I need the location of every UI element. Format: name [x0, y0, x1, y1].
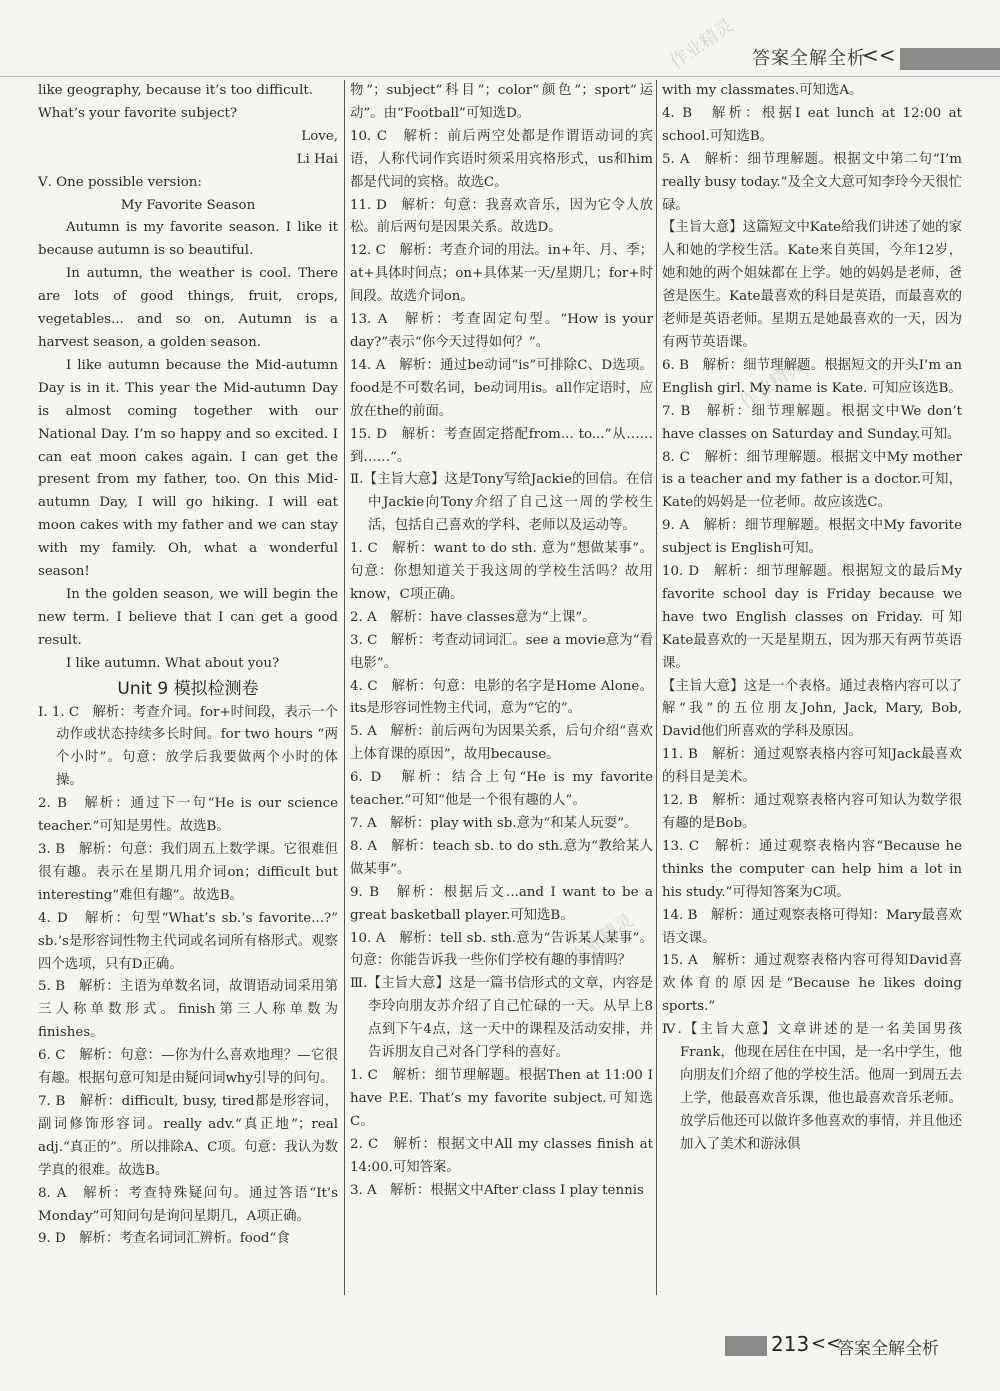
answer-item: 5. A 解析：细节理解题。根据文中第二句“I’m really busy today.”及全文大意可知李玲今天很忙碌。 [662, 151, 962, 213]
answer-item: 3. C 解析：考查动词词汇。see a movie意为“看电影”。 [350, 632, 653, 671]
answer-item: 12. C 解析：考查介词的用法。in+年、月、季；at+具体时间点；on+具体某一天/星期几；for+时间段。故选介词on。 [350, 243, 653, 305]
answer-item: 7. A 解析：play with sb.意为“和某人玩耍”。 [350, 816, 638, 831]
answer-item: 6. C 解析：句意：—你为什么喜欢地理？—它很有趣。根据句意可知是由疑问词why引导的问句。 [38, 1048, 338, 1087]
answer-item: 8. A 解析：teach sb. to do sth.意为“教给某人做某事”。 [350, 838, 653, 877]
answer-item: 14. A 解析：通过be动词“is”可排除C、D选项。food是不可数名词，be动词用is。all作定语时，应放在the的前面。 [350, 357, 653, 419]
answer-item: with my classmates.可知选A。 [662, 83, 863, 98]
answer-item: 15. D 解析：考查固定搭配from... to...“从……到……”。 [350, 426, 653, 465]
answer-item: 3. B 解析：句意：我们周五上数学课。它很难但很有趣。表示在星期几用介词on；difficult but interesting“难但有趣”。故选B。 [38, 842, 338, 903]
answer-item: 物”；subject“科目”；color“颜色”；sport“运动”。由“Football”可知选D。 [350, 83, 653, 121]
answer-item: 4. C 解析：句意：电影的名字是Home Alone。its是形容词性物主代词，意为“它的”。 [350, 678, 653, 717]
section-summary: 【主旨大意】这篇短文中Kate给我们讲述了她的家人和她的学校生活。Kate来自英国，今年12岁，她和她的两个姐妹都在上学。她的妈妈是老师，爸爸是医生。Kate最喜欢的科目是英语，而最喜欢的老师是英语老师。星期五是她最喜欢的一天，因为有两节英语课。 [662, 220, 962, 350]
section-summary: 【主旨大意】这是一个表格。通过表格内容可以了解“我”的五位朋友John, Jack, Mary, Bob, David他们所喜欢的学科及原因。 [662, 678, 962, 740]
page-number: 213 [771, 1332, 810, 1356]
watermark: 作业精灵 [566, 909, 638, 969]
answer-item: 6. B 解析：细节理解题。根据短文的开头I’m an English girl. My name is Kate. 可知应该选B。 [662, 357, 962, 396]
section-summary: Ⅲ.【主旨大意】这是一篇书信形式的文章，内容是李玲向朋友苏介绍了自己忙碌的一天。从早上8点到下午4点，这一天中的课程及活动安排，并告诉朋友自己对各门学科的喜好。 [350, 976, 653, 1061]
essay-title: My Favorite Season [120, 197, 256, 213]
paragraph: In the golden season, we will begin the new term. I believe that I can get a good result. [38, 586, 338, 648]
paragraph: What’s your favorite subject? [38, 105, 238, 121]
answer-item: 2. B 解析：通过下一句“He is our science teacher.”可知是男性。故选B。 [38, 796, 338, 835]
answer-item: 9. B 解析：根据后文...and I want to be a great basketball player.可知选B。 [350, 884, 653, 923]
answer-item: 8. A 解析：考查特殊疑问句。通过答语“It’s Monday”可知问句是询问星期几，A项正确。 [38, 1185, 338, 1224]
watermark: 作业精灵 [736, 354, 808, 414]
answer-item: 11. B 解析：通过观察表格内容可知Jack最喜欢的科目是美术。 [662, 747, 962, 786]
answer-item: 2. C 解析：根据文中All my classes finish at 14:00.可知答案。 [350, 1136, 653, 1175]
column-left [38, 80, 338, 1251]
unit-title: Unit 9 模拟检测卷 [117, 678, 259, 699]
page-footer [725, 1330, 1000, 1360]
section-summary: Ⅳ.【主旨大意】文章讲述的是一名美国男孩Frank，他现在居住在中国，是一名中学生，他向朋友们介绍了他的学校生活。他周一到周五去上学，他最喜欢音乐课，他也最喜欢音乐老师。放学后他还可以做许多他喜欢的事情，并且他还加入了美术和游泳俱 [662, 1022, 962, 1152]
answer-item: 3. A 解析：根据文中After class I play tennis [350, 1182, 644, 1198]
paragraph: like geography, because it’s too difficult. [38, 83, 314, 98]
answer-item: 12. B 解析：通过观察表格内容可知认为数学很有趣的是Bob。 [662, 793, 962, 831]
paragraph: Autumn is my favorite season. I like it because autumn is so beautiful. [38, 220, 338, 259]
paragraph: I like autumn because the Mid-autumn Day is in it. This year the Mid-autumn Day is almost coming together with our National Day. I’m so happy and so excited. I can eat moon cakes again. I can get the present from my father, too. On this Mid-autumn Day, I will go hiking. I will eat moon cakes with my father and we can stay with my family. Oh, what a wonderful season! [38, 357, 338, 580]
watermark: 作业精灵 [666, 14, 738, 74]
letter-signature: Li Hai [296, 151, 338, 167]
answer-item: 5. B 解析：主语为单数名词，故谓语动词采用第三人称单数形式。finish第三人称单数为finishes。 [38, 979, 338, 1041]
letter-closing: Love, [301, 128, 338, 144]
answer-item: 6. D 解析：结合上句“He is my favorite teacher.”可知“他是一个很有趣的人”。 [350, 770, 653, 809]
answer-item: 13. C 解析：通过观察表格内容“Because he thinks the computer can help him a lot in his study.”可得知答案为C项。 [662, 838, 962, 900]
chevron-left-icon: << [862, 43, 896, 67]
column-middle [350, 80, 653, 1202]
answer-item: 10. D 解析：细节理解题。根据短文的最后My favorite school day is Friday because we have two English classes on Friday. 可知Kate最喜欢的一天是星期五，因为那天有两节英语课。 [662, 564, 962, 671]
answer-item: 5. A 解析：前后两句为因果关系，后句介绍“喜欢上体育课的原因”，故用because。 [350, 724, 653, 763]
column-right [662, 80, 962, 1157]
chevron-left-icon: << [811, 1333, 842, 1354]
section-heading: Ⅴ. One possible version: [38, 174, 202, 190]
answer-item: 7. B 解析：difficult, busy, tired都是形容词，副词修饰形容词。really adv.“真正地”；real adj.“真正的”。所以排除A、C项。句意：我认为数学真的很难。故选B。 [38, 1093, 338, 1178]
answer-item: 2. A 解析：have classes意为“上课”。 [350, 609, 596, 625]
paragraph: I like autumn. What about you? [66, 655, 280, 671]
answer-item: Ⅰ. 1. C 解析：考查介词。for+时间段，表示一个动作或状态持续多长时间。for two hours “两个小时”。句意：放学后我要做两个小时的体操。 [38, 704, 338, 789]
column-divider [344, 80, 345, 1295]
answer-item: 8. C 解析：细节理解题。根据文中My mother is a teacher and my father is a doctor.可知，Kate的妈妈是一位老师。故应该选C。 [662, 449, 962, 511]
header-bar [900, 48, 1000, 70]
answer-item: 14. B 解析：通过观察表格可得知：Mary最喜欢语文课。 [662, 907, 962, 946]
paragraph: In autumn, the weather is cool. There are lots of good things, fruit, crops, vegetables... and so on. Autumn is a harvest season, a golden season. [38, 266, 338, 350]
answer-item: 7. B 解析：细节理解题。根据文中We don’t have classes on Saturday and Sunday.可知。 [662, 403, 962, 442]
answer-item: 15. A 解析：通过观察表格内容可得知David喜欢体育的原因是“Because he likes doing sports.” [662, 953, 962, 1015]
footer-title: 答案全解全析 [837, 1339, 939, 1359]
column-divider [656, 80, 657, 1295]
answer-item: 11. D 解析：句意：我喜欢音乐，因为它令人放松。前后两句是因果关系。故选D。 [350, 197, 653, 236]
answer-item: 9. D 解析：考查名词词汇辨析。food“食 [38, 1231, 290, 1247]
answer-item: 10. A 解析：tell sb. sth.意为“告诉某人某事”。句意：你能告诉我一些你们学校有趣的事情吗？ [350, 930, 653, 969]
page-header [750, 44, 1000, 74]
answer-item: 10. C 解析：前后两空处都是作谓语动词的宾语，人称代词作宾语时须采用宾格形式，us和him都是代词的宾格。故选C。 [350, 128, 653, 190]
header-title: 答案全解全析 [752, 48, 866, 69]
section-summary: Ⅱ.【主旨大意】这是Tony写给Jackie的回信。在信中Jackie向Tony介绍了自己这一周的学校生活，包括自己喜欢的学科、老师以及运动等。 [350, 472, 653, 534]
answer-item: 1. C 解析：细节理解题。根据Then at 11:00 I have P.E. That’s my favorite subject.可知选C。 [350, 1067, 653, 1129]
answer-item: 1. C 解析：want to do sth. 意为“想做某事”。句意：你想知道关于我这周的学校生活吗？故用know，C项正确。 [350, 541, 653, 602]
answer-item: 13. A 解析：考查固定句型。“How is your day?”表示“你今天过得如何？”。 [350, 312, 653, 350]
header-rule [0, 76, 1000, 77]
answer-item: 4. D 解析：句型“What’s sb.’s favorite...?” sb.’s是形容词性物主代词或名词所有格形式。观察四个选项，只有D正确。 [38, 910, 338, 972]
answer-item: 4. B 解析：根据I eat lunch at 12:00 at school.可知选B。 [662, 105, 962, 144]
footer-bar [725, 1336, 767, 1356]
answer-item: 9. A 解析：细节理解题。根据文中My favorite subject is English可知。 [662, 518, 962, 557]
